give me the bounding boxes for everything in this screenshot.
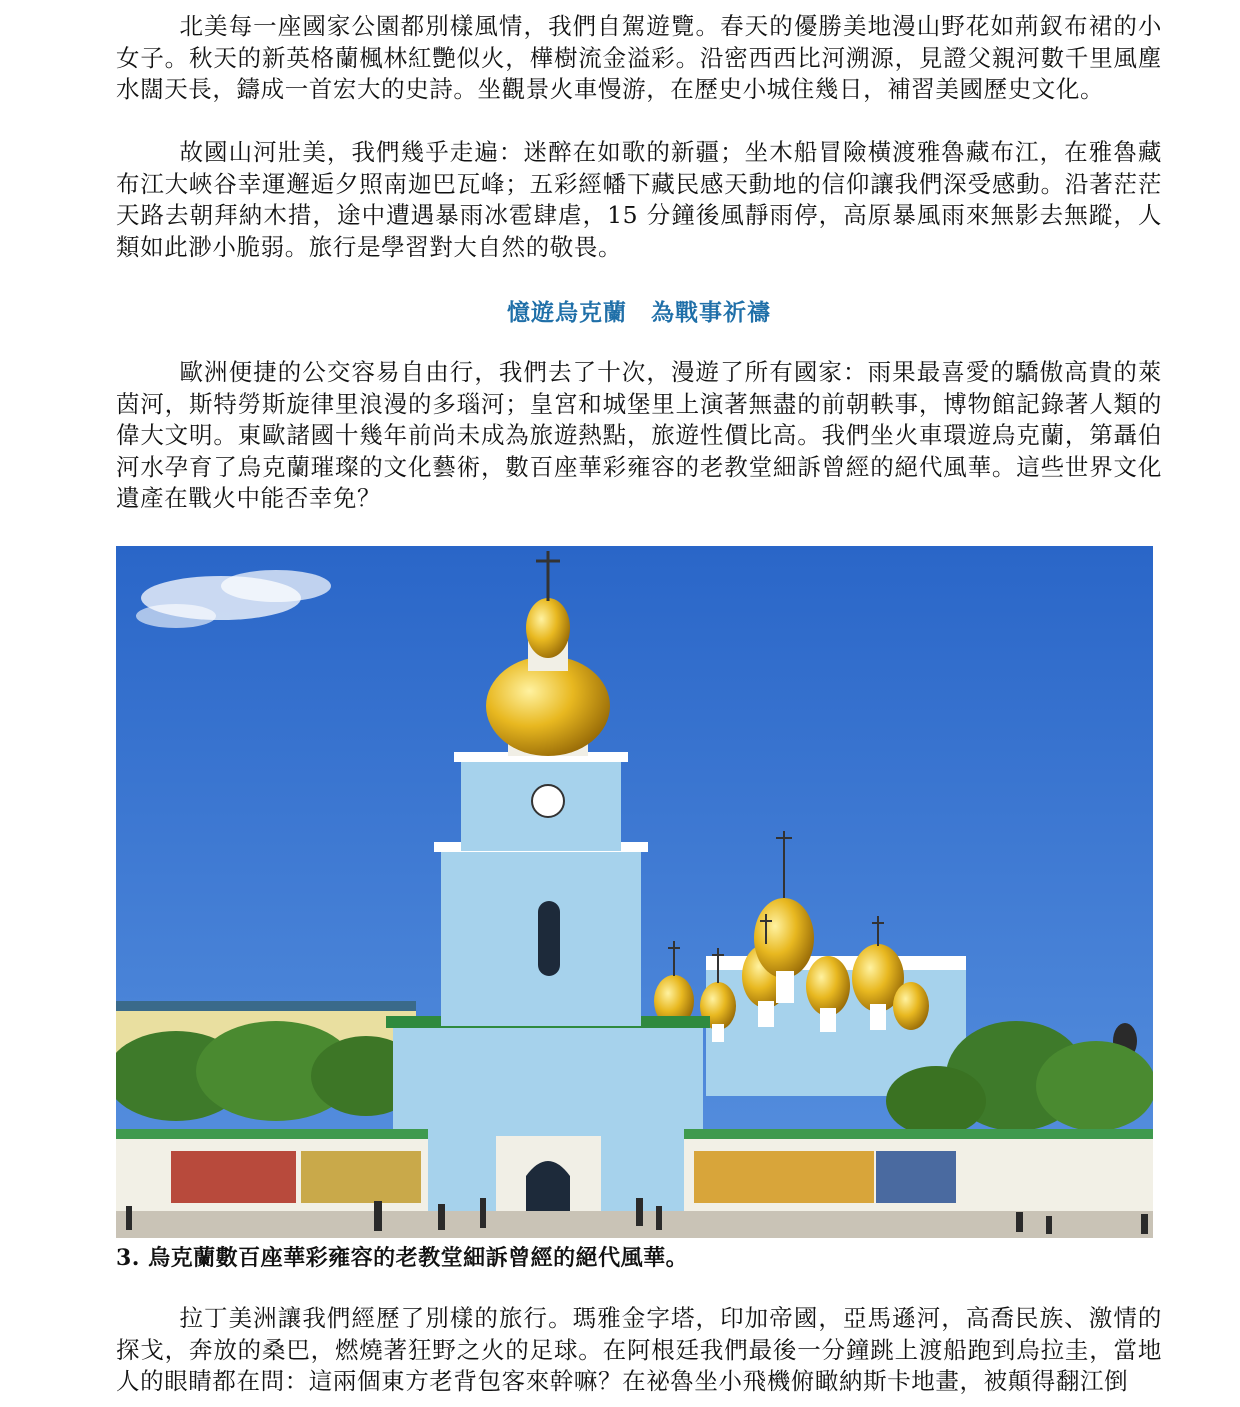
section-heading: 憶遊烏克蘭 為戰事祈禱 — [507, 300, 771, 326]
paragraph-europe: 歐洲便捷的公交容易自由行，我們去了十次，漫遊了所有國家：雨果最喜愛的驕傲高貴的萊茵河，斯特勞斯旋律里浪漫的多瑙河；皇宮和城堡里上演著無盡的前朝軼事，博物館記錄著人類的偉大文明。東歐諸國十幾年前尚未成為旅遊熱點，旅遊性價比高。我們坐火車環遊烏克蘭，第聶伯河水孕育了烏克蘭璀璨的文化藝術，數百座華彩雍容的老教堂細訴曾經的絕代風華。這些世界文化遺產在戰火中能否幸免？ — [116, 358, 1162, 512]
paragraph-latin-america: 拉丁美洲讓我們經歷了別樣的旅行。瑪雅金字塔，印加帝國，亞馬遜河，高喬民族、激情的探戈，奔放的桑巴，燃燒著狂野之火的足球。在阿根廷我們最後一分鐘跳上渡船跑到烏拉圭，當地人的眼睛都在問：這兩個東方老背包客來幹嘛？在祕魯坐小飛機俯瞰納斯卡地畫，被顛得翻江倒 — [116, 1304, 1162, 1395]
church-photo — [116, 546, 1153, 1238]
photo-caption: 3. 烏克蘭數百座華彩雍容的老教堂細訴曾經的絕代風華。 — [116, 1245, 689, 1271]
paragraph-north-america: 北美每一座國家公園都別樣風情，我們自駕遊覽。春天的優勝美地漫山野花如荊釵布裙的小女子。秋天的新英格蘭楓林紅艷似火，樺樹流金溢彩。沿密西西比河溯源，見證父親河數千里風塵水闊天長，鑄成一首宏大的史詩。坐觀景火車慢游，在歷史小城住幾日，補習美國歷史文化。 — [116, 12, 1162, 103]
paragraph-homeland: 故國山河壯美，我們幾乎走遍：迷醉在如歌的新疆；坐木船冒險橫渡雅魯藏布江，在雅魯藏布江大峽谷幸運邂逅夕照南迦巴瓦峰；五彩經幡下藏民感天動地的信仰讓我們深受感動。沿著茫茫天路去朝拜納木措，途中遭遇暴雨冰雹肆虐，15 分鐘後風靜雨停，高原暴風雨來無影去無蹤，人類如此渺小脆弱。旅行是學習對大自然的敬畏。 — [116, 138, 1162, 261]
